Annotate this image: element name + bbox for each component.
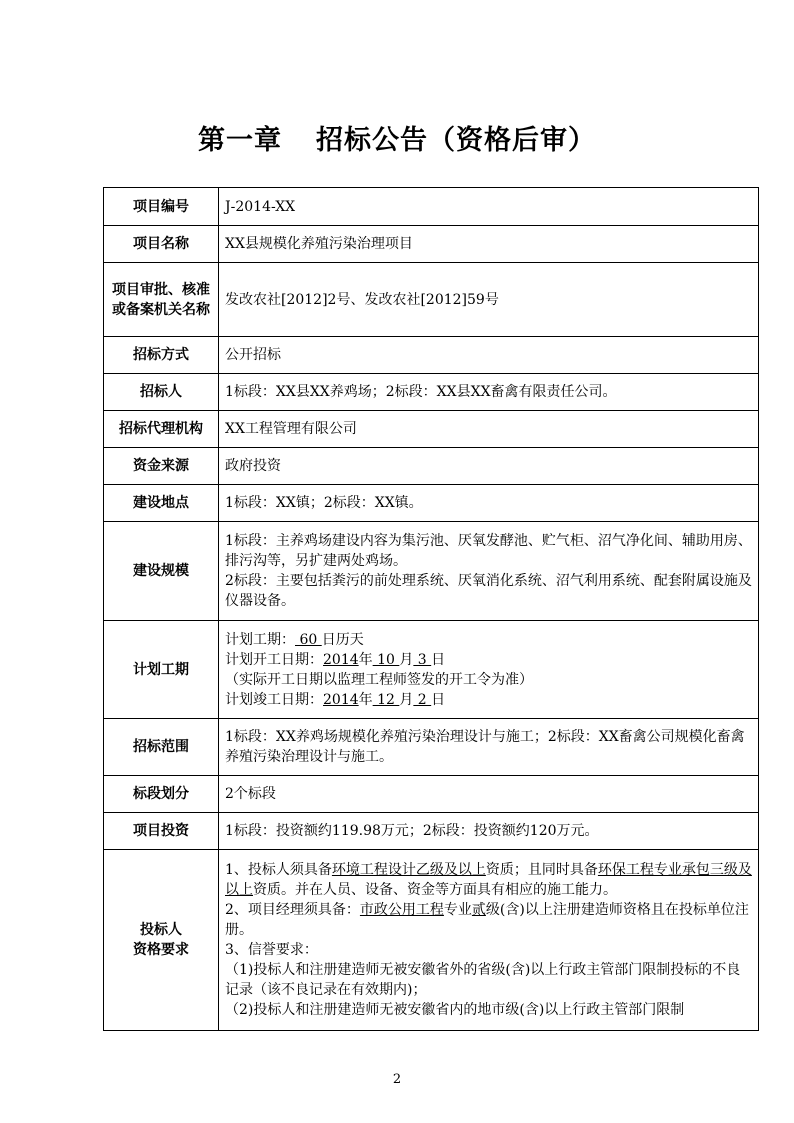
row-label: 项目编号 xyxy=(104,188,219,226)
row-label: 标段划分 xyxy=(104,776,219,813)
table-row xyxy=(104,485,759,522)
engineering-specialty: 市政公用工程 xyxy=(359,902,444,918)
table-row xyxy=(104,448,759,485)
scale-paragraph: 1标段：主养鸡场建设内容为集污池、厌氧发酵池、贮气柜、沼气净化间、辅助用房、排污沟等，另扩建两处鸡场。 xyxy=(225,533,752,569)
qualification-paragraph: 3、信誉要求： xyxy=(225,942,318,958)
approval-authority-value: 发改农社[2012]2号、发改农社[2012]59号 xyxy=(219,263,759,337)
table-row xyxy=(104,374,759,411)
chapter-number: 第一章 xyxy=(198,125,282,156)
schedule-line xyxy=(225,690,752,710)
table-row xyxy=(104,226,759,263)
tender-info-table xyxy=(103,187,759,1031)
qualification-paragraph: （1)投标人和注册建造师无被安徽省外的省级(含)以上行政主管部门限制投标的不良记录（该不良记录在有效期内)； xyxy=(225,962,741,998)
row-label: 建设规模 xyxy=(104,522,219,621)
project-name-value: XX县规模化养殖污染治理项目 xyxy=(219,226,759,263)
start-year: 2014 xyxy=(323,651,359,668)
duration-days: 60 xyxy=(295,631,322,648)
start-month: 10 xyxy=(372,651,400,668)
text-span: 年 xyxy=(358,651,373,668)
row-label: 项目投资 xyxy=(104,813,219,850)
qualification-paragraph xyxy=(225,900,752,940)
text-span: 1、投标人须具备 xyxy=(225,862,332,878)
qualification-paragraph: （2)投标人和注册建造师无被安徽省内的地市级(含)以上行政主管部门限制 xyxy=(225,1002,685,1018)
table-row xyxy=(104,263,759,337)
table-row xyxy=(104,719,759,776)
row-label xyxy=(104,850,219,1031)
text-span: 日历天 xyxy=(321,631,364,648)
qualification-paragraph xyxy=(225,860,752,900)
end-month: 12 xyxy=(372,691,400,708)
location-value: 1标段：XX镇；2标段：XX镇。 xyxy=(219,485,759,522)
qualification-value xyxy=(219,850,759,1031)
text-span: 月 xyxy=(399,691,414,708)
label-line: 资格要求 xyxy=(133,942,189,958)
row-label: 招标代理机构 xyxy=(104,411,219,448)
lots-value: 2个标段 xyxy=(219,776,759,813)
contracting-qualification: 环保工程专业承包三级及以上 xyxy=(225,862,752,898)
table-row xyxy=(104,813,759,850)
table-row xyxy=(104,621,759,719)
text-span: 资质。并在人员、设备、资金等方面具有相应的施工能力。 xyxy=(253,882,617,898)
start-day: 3 xyxy=(413,651,432,668)
row-label: 项目名称 xyxy=(104,226,219,263)
table-row xyxy=(104,411,759,448)
text-span: 日 xyxy=(431,651,446,668)
text-span: 专业 xyxy=(443,902,472,918)
row-label: 建设地点 xyxy=(104,485,219,522)
table-row xyxy=(104,188,759,226)
schedule-line: （实际开工日期以监理工程师签发的开工令为准） xyxy=(225,671,533,688)
tender-method-value: 公开招标 xyxy=(219,337,759,374)
end-year: 2014 xyxy=(323,691,359,708)
text-span: 月 xyxy=(399,651,414,668)
scale-value xyxy=(219,522,759,621)
scope-value: 1标段：XX养鸡场规模化养殖污染治理设计与施工；2标段：XX畜禽公司规模化畜禽养殖污染治理设计与施工。 xyxy=(219,719,759,776)
schedule-value xyxy=(219,621,759,719)
text-span: 日 xyxy=(431,691,446,708)
chapter-name: 招标公告（资格后审） xyxy=(316,125,596,156)
agency-value: XX工程管理有限公司 xyxy=(219,411,759,448)
schedule-line xyxy=(225,630,752,650)
row-label: 招标范围 xyxy=(104,719,219,776)
text-span: 计划工期： xyxy=(225,631,295,648)
project-number-value: J-2014-XX xyxy=(219,188,759,226)
text-span: 计划竣工日期： xyxy=(225,691,323,708)
investment-value: 1标段：投资额约119.98万元；2标段：投资额约120万元。 xyxy=(219,813,759,850)
schedule-line xyxy=(225,650,752,670)
constructor-grade: 贰 xyxy=(471,902,486,918)
row-label: 资金来源 xyxy=(104,448,219,485)
table-row xyxy=(104,850,759,1031)
scale-paragraph: 2标段：主要包括粪污的前处理系统、厌氧消化系统、沼气利用系统、配套附属设施及仪器设备。 xyxy=(225,573,752,609)
design-qualification: 环境工程设计乙级及以上 xyxy=(331,862,486,878)
tenderer-value: 1标段：XX县XX养鸡场；2标段：XX县XX畜禽有限责任公司。 xyxy=(219,374,759,411)
table-row xyxy=(104,776,759,813)
text-span: 资质；且同时具备 xyxy=(485,862,598,878)
text-span: 级(含)以上注册建造师资格且在投标单位注册。 xyxy=(225,902,749,938)
text-span: 2、项目经理须具备： xyxy=(225,902,360,918)
label-line: 投标人 xyxy=(140,922,182,938)
row-label: 招标人 xyxy=(104,374,219,411)
row-label: 招标方式 xyxy=(104,337,219,374)
text-span: 计划开工日期： xyxy=(225,651,323,668)
page-number: 2 xyxy=(392,1072,402,1087)
fund-source-value: 政府投资 xyxy=(219,448,759,485)
table-row xyxy=(104,337,759,374)
chapter-title xyxy=(0,118,794,157)
row-label: 项目审批、核准或备案机关名称 xyxy=(104,263,219,337)
end-day: 2 xyxy=(413,691,432,708)
table-row xyxy=(104,522,759,621)
row-label: 计划工期 xyxy=(104,621,219,719)
text-span: 年 xyxy=(358,691,373,708)
